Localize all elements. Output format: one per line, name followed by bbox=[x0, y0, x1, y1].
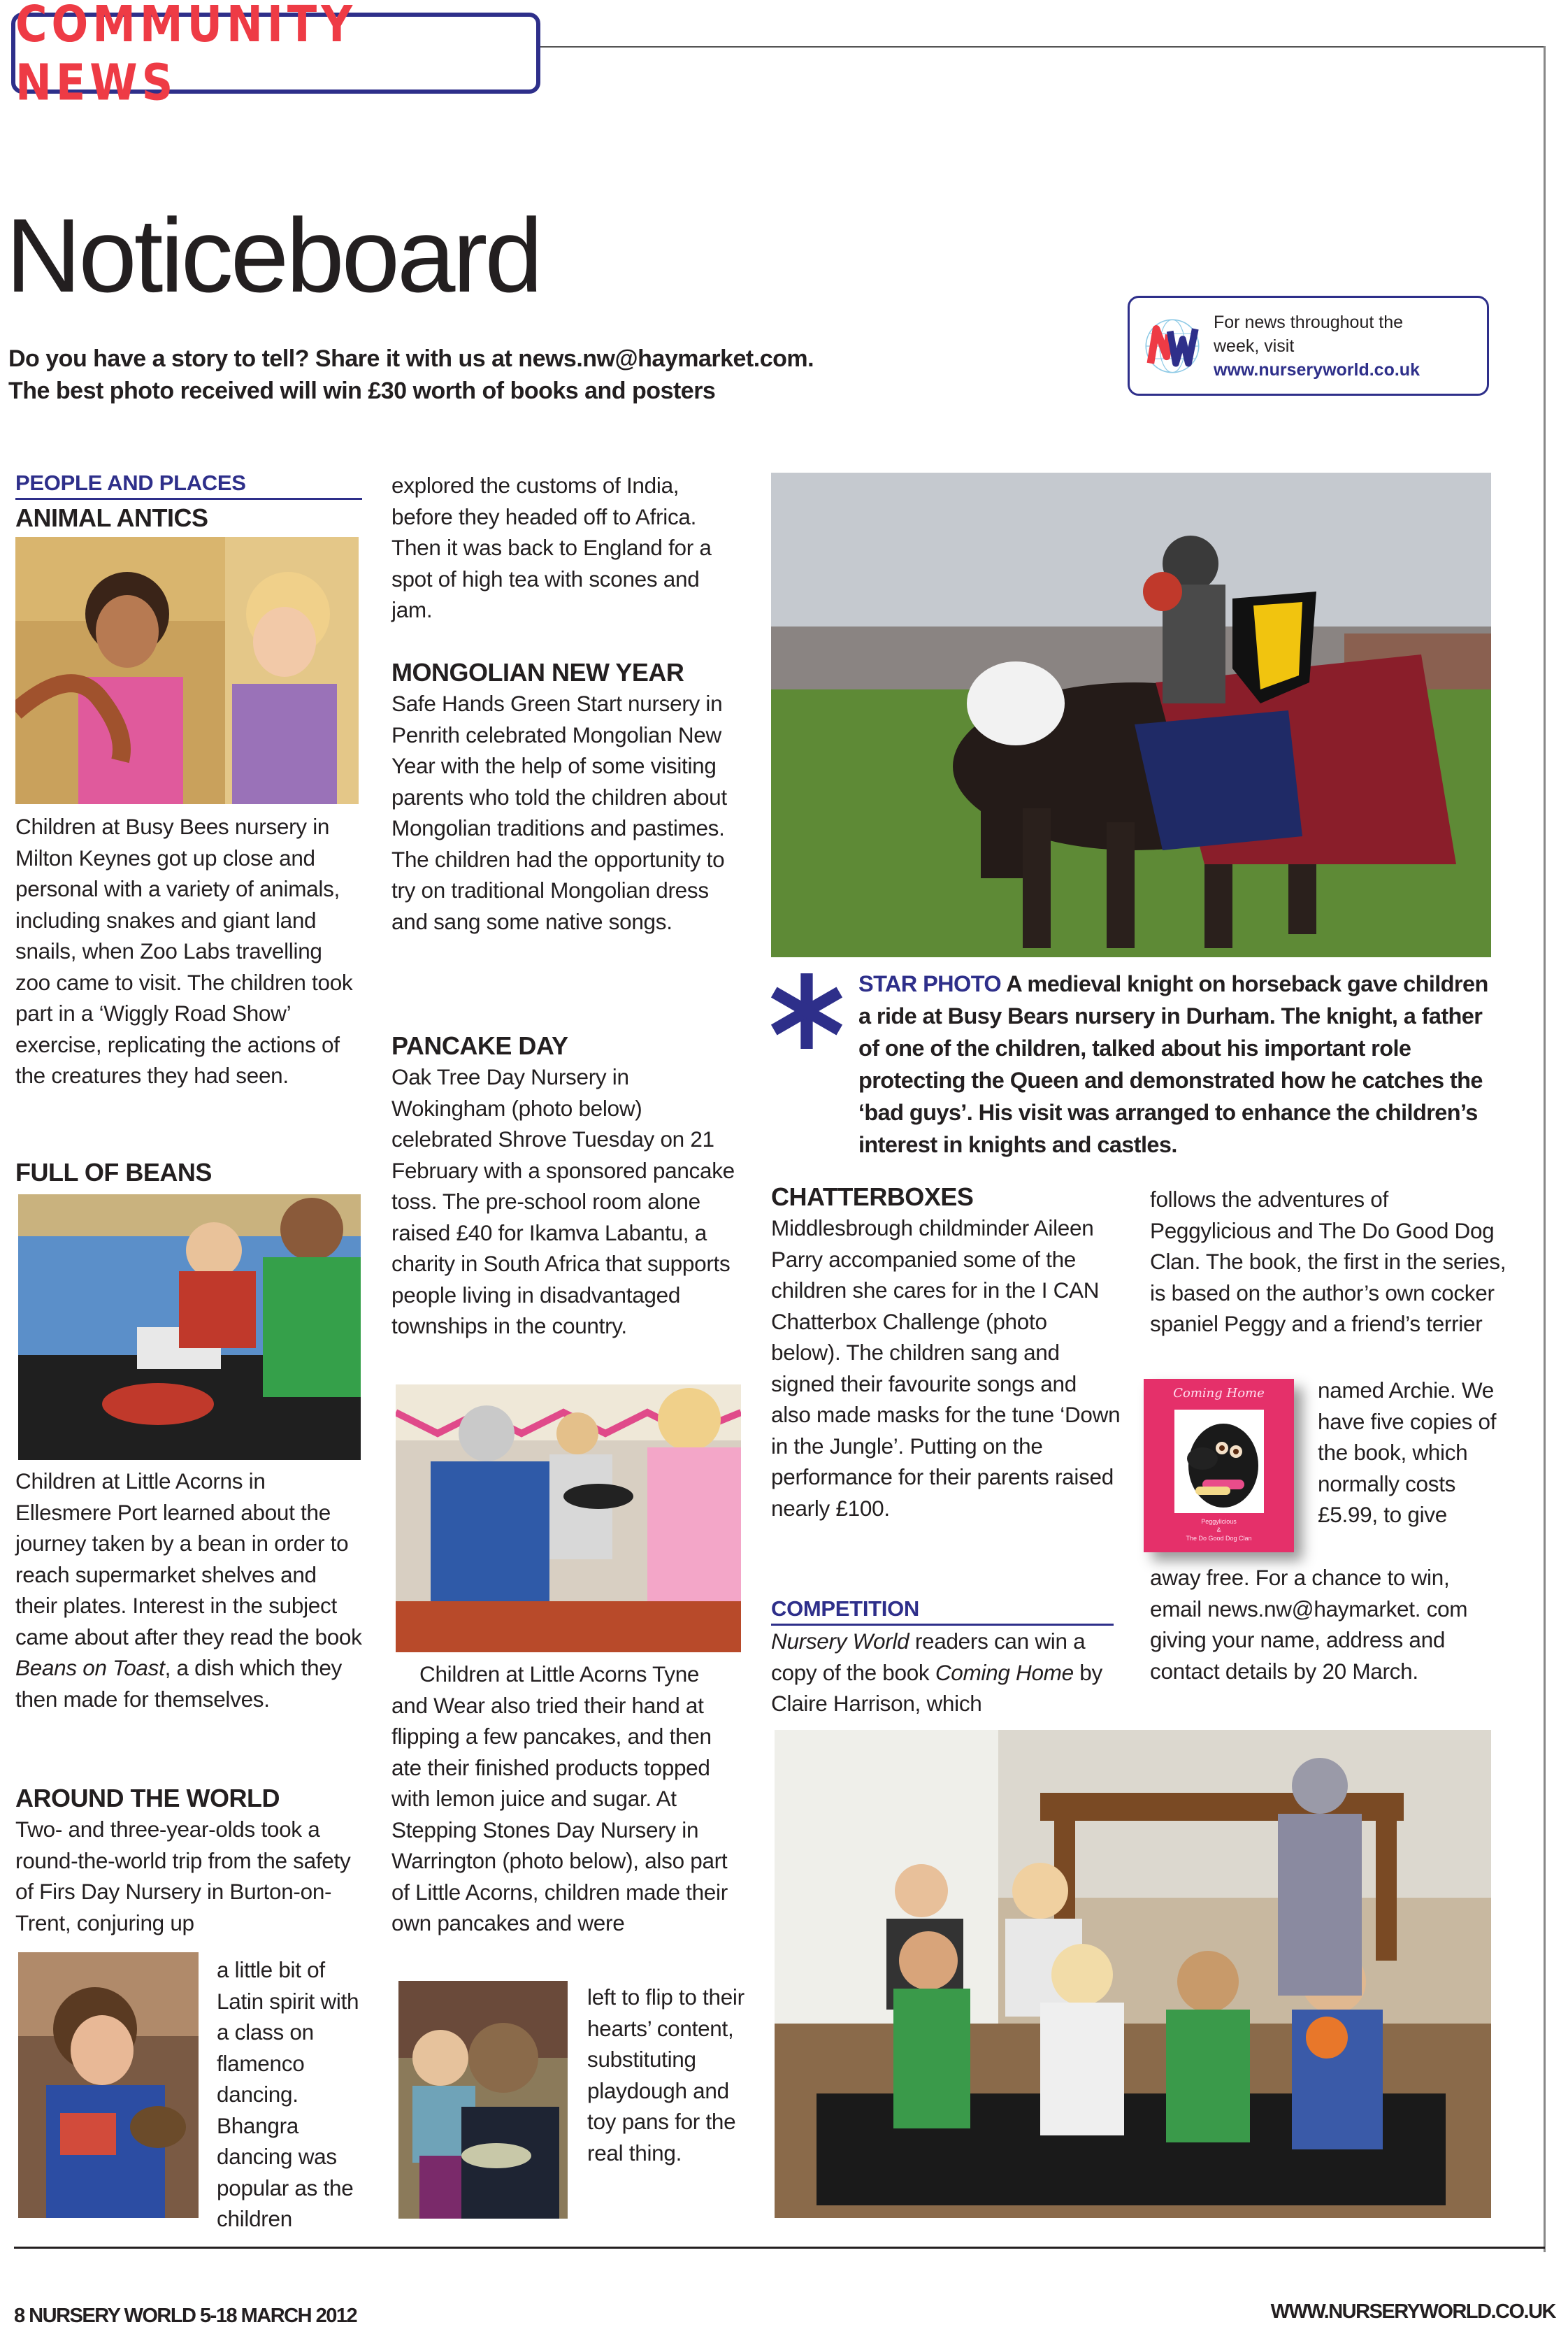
intro-line-2: The best photo received will win £30 worth of books and posters bbox=[8, 378, 716, 404]
star-photo-caption-text: A medieval knight on horseback gave children a ride at Busy Bears nursery in Durham. The knight, a father of one of the children, talked about his important role protecting the Queen and demonstrated how he catches the ‘bad guys’. His visit was arranged to enhance the children’s interest in knights and castles. bbox=[858, 971, 1488, 1157]
body-full-of-beans-before: Children at Little Acorns in Ellesmere Port learned about the journey taken by a bean in order to reach supermarket shelves and their plates. Interest in the subject came about after they read the book bbox=[15, 1468, 362, 1649]
body-pancake-day: Oak Tree Day Nursery in Wokingham (photo below) celebrated Shrove Tuesday on 21 February with a sponsored pancake toss. The pre-school room alone raised £40 for Ikamva Labantu, a charity in South Africa that supports people living in disadvantaged townships in the country. bbox=[391, 1064, 735, 1338]
body-competition-wrap: named Archie. We have five copies of the book, which normally costs £5.99, to give bbox=[1318, 1377, 1497, 1527]
book-title-beans-on-toast: Beans on Toast bbox=[15, 1655, 165, 1680]
promo-url-link[interactable]: www.nurseryworld.co.uk bbox=[1214, 359, 1420, 380]
body-full-of-beans bbox=[15, 1466, 362, 1714]
intro-line-1: Do you have a story to tell? Share it with us at news.nw@haymarket.com. bbox=[8, 345, 814, 372]
book-cover-coming-home bbox=[1144, 1379, 1294, 1552]
body-mongolian-new-year: Safe Hands Green Start nursery in Penrith celebrated Mongolian New Year with the help of some visiting parents who told the children about Mongolian traditions and pastimes. The children had the opportunity to try on traditional Mongolian dress and sang some native songs. bbox=[391, 691, 727, 934]
column-1 bbox=[15, 470, 362, 534]
promo-text: For news throughout the week, visit bbox=[1214, 312, 1403, 356]
bottom-rule bbox=[14, 2247, 1545, 2249]
photo-pancake-day bbox=[396, 1384, 741, 1652]
heading-chatterboxes: CHATTERBOXES bbox=[771, 1182, 974, 1211]
around-the-world-block bbox=[15, 1783, 362, 1938]
heading-mongolian-new-year: MONGOLIAN NEW YEAR bbox=[391, 658, 684, 687]
book-cover-subtitle-3: The Do Good Dog Clan bbox=[1186, 1535, 1252, 1542]
body-around-the-world-wrap: a little bit of Latin spirit with a class on flamenco dancing. Bhangra dancing was popular as the children bbox=[217, 1957, 359, 2231]
pancake-day-block bbox=[391, 1031, 741, 1342]
photo-animal-antics bbox=[15, 537, 359, 804]
photo-full-of-beans bbox=[18, 1194, 361, 1460]
body-full-of-beans-after: , a dish which they then made for themselves. bbox=[15, 1655, 342, 1712]
book-cover-title: Coming Home bbox=[1173, 1386, 1265, 1401]
competition-block bbox=[771, 1596, 1114, 1719]
top-rule bbox=[540, 46, 1545, 48]
book-cover-subtitle-2: & bbox=[1216, 1526, 1221, 1533]
body-competition-bottom: away free. For a chance to win, email news.nw@haymarket. com giving your name, address and contact details by 20 March. bbox=[1150, 1565, 1468, 1684]
book-cover-subtitle bbox=[1144, 1517, 1294, 1542]
photo-stepping-stones bbox=[398, 1981, 568, 2219]
star-photo-label: STAR PHOTO bbox=[858, 971, 1002, 996]
body-competition-continued: follows the adventures of Peggylicious and The Do Good Dog Clan. The book, the first in the series, is based on the author’s own cocker spaniel Peggy and a friend’s terrier bbox=[1150, 1187, 1506, 1336]
website-promo-box[interactable] bbox=[1128, 296, 1489, 396]
footer-website-link[interactable]: WWW.NURSERYWORLD.CO.UK bbox=[1270, 2300, 1555, 2323]
body-around-the-world-top: Two- and three-year-olds took a round-the-world trip from the safety of Firs Day Nursery in Burton-on-Trent, conjuring up bbox=[15, 1817, 351, 1935]
body-pancake-day-wrap: left to flip to their hearts’ content, substituting playdough and toy pans for the real thing. bbox=[587, 1984, 745, 2165]
section-tag bbox=[11, 0, 540, 112]
photo-chatterboxes bbox=[775, 1730, 1491, 2218]
heading-animal-antics: ANIMAL ANTICS bbox=[15, 503, 208, 532]
heading-pancake-day: PANCAKE DAY bbox=[391, 1031, 568, 1060]
body-competition bbox=[771, 1626, 1114, 1719]
magazine-name: Nursery World bbox=[771, 1628, 909, 1654]
body-animal-antics: Children at Busy Bees nursery in Milton Keynes got up close and personal with a variety of animals, including snakes and giant land snails, when Zoo Labs travelling zoo came to visit. The children took part in a ‘Wiggly Road Show’ exercise, replicating the actions of the creatures they had seen. bbox=[15, 814, 353, 1088]
competition-text-2: by Claire Harrison, which bbox=[771, 1659, 1102, 1716]
star-photo-knight bbox=[771, 473, 1491, 957]
heading-around-the-world: AROUND THE WORLD bbox=[15, 1784, 280, 1812]
body-chatterboxes: Middlesbrough childminder Aileen Parry accompanied some of the children she cares for in the I CAN Chatterbox Challenge (photo below). The children sang and signed their favourite songs and also made masks for the tune ‘Down in the Jungle’. Putting on the performance for their parents raised nearly £100. bbox=[771, 1215, 1121, 1521]
book-cover-illustration bbox=[1174, 1410, 1264, 1513]
section-tag-label: COMMUNITY NEWS bbox=[15, 0, 357, 112]
chatterboxes-block bbox=[771, 1182, 1121, 1524]
nw-globe-logo-icon bbox=[1144, 317, 1201, 375]
mongolian-block bbox=[391, 657, 741, 937]
body-pancake-day-2: Children at Little Acorns Tyne and Wear also tried their hand at flipping a few pancakes, and then ate their finished products topped with lemon juice and sugar. At Stepping Stones Day Nursery in Warrington (photo below), also part of Little Acorns, children made their own pancakes and were bbox=[391, 1661, 728, 1935]
intro-text bbox=[8, 343, 987, 407]
competition-text-1: readers can win a copy of the book bbox=[771, 1628, 1086, 1685]
promo-text-block bbox=[1214, 310, 1451, 382]
kicker-people-and-places: PEOPLE AND PLACES bbox=[15, 470, 362, 500]
book-cover-subtitle-1: Peggylicious bbox=[1201, 1518, 1237, 1525]
cocker-spaniel-illustration-icon bbox=[1174, 1410, 1264, 1513]
kicker-competition: COMPETITION bbox=[771, 1596, 1114, 1626]
book-title-coming-home: Coming Home bbox=[935, 1659, 1074, 1685]
footer-issue-info: 8 NURSERY WORLD 5-18 MARCH 2012 bbox=[14, 2305, 357, 2327]
right-rule bbox=[1544, 46, 1546, 2252]
star-photo-caption bbox=[771, 968, 1491, 1161]
heading-full-of-beans: FULL OF BEANS bbox=[15, 1158, 212, 1187]
page-title: Noticeboard bbox=[6, 196, 540, 314]
photo-around-the-world bbox=[18, 1952, 199, 2218]
body-around-the-world-continued: explored the customs of India, before they headed off to Africa. Then it was back to England for a spot of high tea with scones and jam. bbox=[391, 473, 712, 622]
